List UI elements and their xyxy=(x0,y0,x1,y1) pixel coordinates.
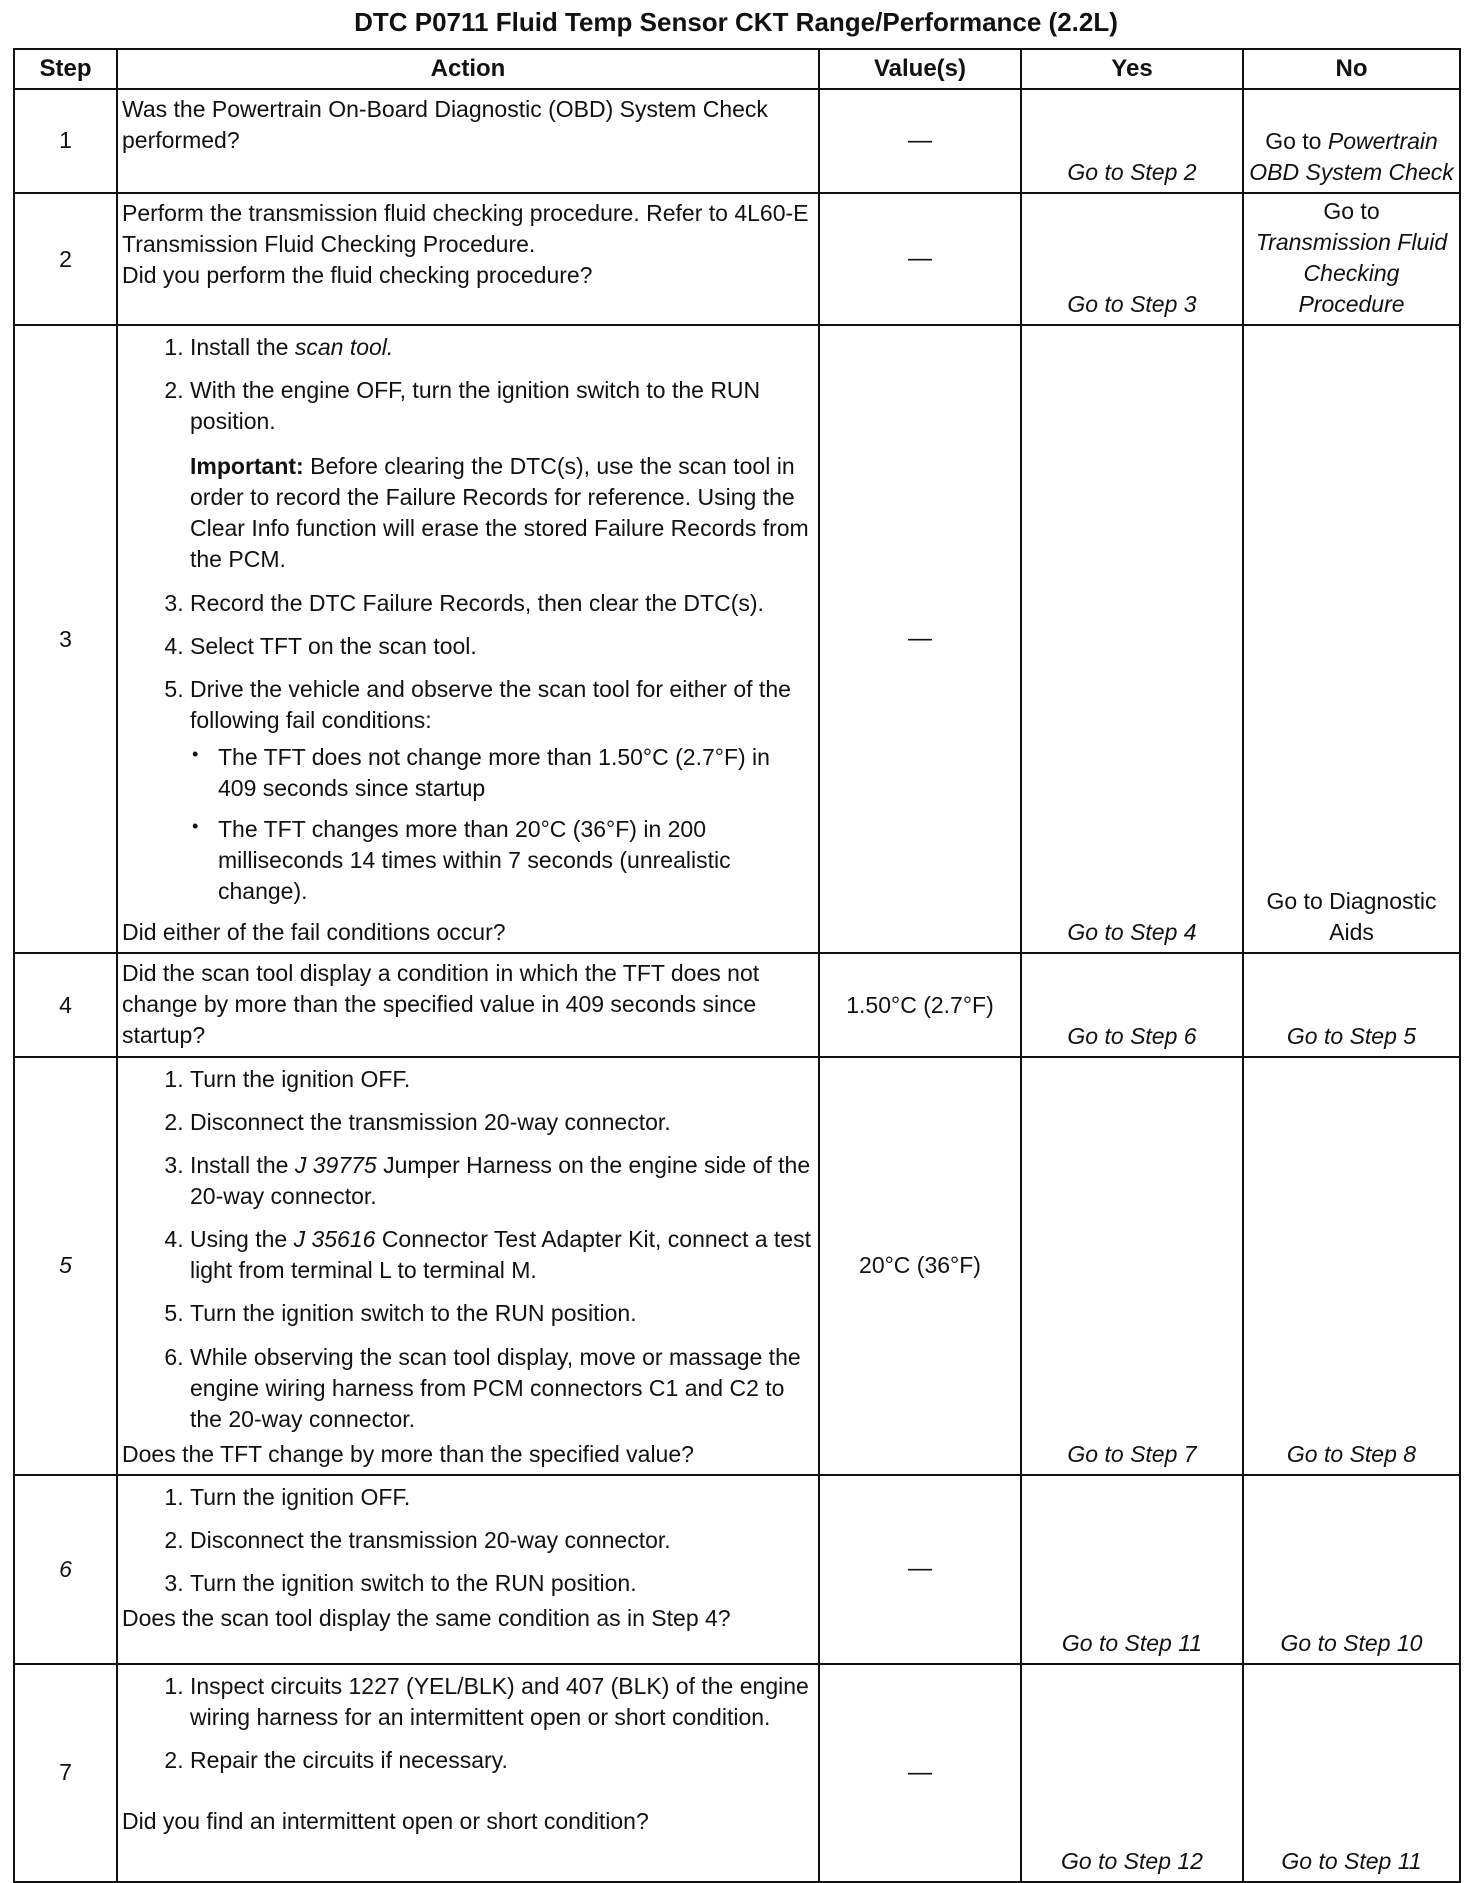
procedure-step: 1. Turn the ignition OFF. xyxy=(190,1064,814,1095)
yes-cell: Go to Step 3 xyxy=(1021,193,1243,325)
yes-cell: Go to Step 6 xyxy=(1021,953,1243,1057)
step-text: Select TFT on the scan tool. xyxy=(190,632,477,659)
action-cell xyxy=(117,1664,819,1882)
step-text: With the engine OFF, turn the ignition switch to the RUN position. xyxy=(190,377,761,435)
header-step: Step xyxy=(14,49,117,89)
value-cell: — xyxy=(819,193,1021,325)
step-number: 5 xyxy=(14,1057,117,1475)
yes-cell: Go to Step 2 xyxy=(1021,89,1243,193)
procedure-list xyxy=(122,1482,814,1599)
action-cell xyxy=(117,953,819,1057)
no-reference: Transmission Fluid Checking Procedure xyxy=(1255,229,1448,318)
no-reference: Powertrain OBD System Check xyxy=(1249,127,1454,185)
no-prefix: Go to xyxy=(1323,198,1380,224)
important-note xyxy=(190,451,814,575)
step-number: 2 xyxy=(14,193,117,325)
header-no: No xyxy=(1243,49,1460,89)
value-cell: — xyxy=(819,1664,1021,1882)
action-question: Did you find an intermittent open or short condition? xyxy=(122,1807,649,1834)
action-cell xyxy=(117,1057,819,1475)
no-cell: Go to Step 8 xyxy=(1243,1057,1460,1475)
value-cell: 20°C (36°F) xyxy=(819,1057,1021,1475)
no-cell xyxy=(1243,89,1460,193)
action-question: Does the TFT change by more than the specified value? xyxy=(122,1440,694,1467)
procedure-step: 5. Turn the ignition switch to the RUN position. xyxy=(190,1298,814,1329)
action-question: Did the scan tool display a condition in which the TFT does not change by more than the specified value in 409 seconds since startup? xyxy=(122,960,760,1049)
step-number: 7 xyxy=(14,1664,117,1882)
action-question: Did you perform the fluid checking procedure? xyxy=(122,262,593,289)
procedure-step xyxy=(190,1224,814,1286)
step-text: Drive the vehicle and observe the scan tool for either of the following fail conditions: xyxy=(190,675,791,733)
no-cell: Go to Diagnostic Aids xyxy=(1243,325,1460,953)
procedure-list xyxy=(122,332,814,907)
important-text: Before clearing the DTC(s), use the scan tool in order to record the Failure Records for reference. Using the Clear Info function will erase the stored Failure Records from the PCM. xyxy=(190,453,809,573)
no-cell: Go to Step 11 xyxy=(1243,1664,1460,1882)
action-question: Did either of the fail conditions occur? xyxy=(122,918,506,945)
header-action: Action xyxy=(117,49,819,89)
step-number: 3 xyxy=(14,325,117,953)
no-prefix: Go to xyxy=(1265,127,1322,154)
yes-cell: Go to Step 7 xyxy=(1021,1057,1243,1475)
table-row xyxy=(14,1057,1460,1475)
procedure-step xyxy=(190,375,814,575)
action-cell xyxy=(117,325,819,953)
procedure-step xyxy=(190,588,814,619)
table-row xyxy=(14,1475,1460,1664)
table-row xyxy=(14,1664,1460,1882)
condition-item: • The TFT changes more than 20°C (36°F) in 200 milliseconds 14 times within 7 seconds (unrealistic change). xyxy=(218,814,814,907)
value-cell: 1.50°C (2.7°F) xyxy=(819,953,1021,1057)
tool-name: J 39775 xyxy=(294,1152,377,1179)
procedure-step: 2. Disconnect the transmission 20-way connector. xyxy=(190,1525,814,1556)
step-text: Connector Test Adapter Kit, connect a test light from terminal L to terminal M. xyxy=(190,1226,811,1284)
step-number: 1 xyxy=(14,89,117,193)
value-cell: — xyxy=(819,89,1021,193)
procedure-step: 6. While observing the scan tool display, move or massage the engine wiring harness from PCM connectors C1 and C2 to the 20-way connector. xyxy=(190,1342,814,1435)
yes-cell: Go to Step 12 xyxy=(1021,1664,1243,1882)
tool-name: J 35616 xyxy=(293,1226,376,1253)
procedure-step xyxy=(190,1150,814,1212)
step-number: 4 xyxy=(14,953,117,1057)
no-cell: Go to Step 5 xyxy=(1243,953,1460,1057)
value-cell: — xyxy=(819,1475,1021,1664)
no-cell xyxy=(1243,193,1460,325)
action-cell xyxy=(117,1475,819,1664)
no-cell: Go to Step 10 xyxy=(1243,1475,1460,1664)
value-cell: — xyxy=(819,325,1021,953)
diagnostic-table xyxy=(13,48,1461,1883)
header-yes: Yes xyxy=(1021,49,1243,89)
header-values: Value(s) xyxy=(819,49,1021,89)
step-number: 6 xyxy=(14,1475,117,1664)
table-row xyxy=(14,193,1460,325)
procedure-step: 1. Turn the ignition OFF. xyxy=(190,1482,814,1513)
procedure-step: 2. Disconnect the transmission 20-way connector. xyxy=(190,1107,814,1138)
condition-item: • The TFT does not change more than 1.50°C (2.7°F) in 409 seconds since startup xyxy=(218,742,814,804)
action-question: Does the scan tool display the same condition as in Step 4? xyxy=(122,1604,731,1631)
yes-cell: Go to Step 11 xyxy=(1021,1475,1243,1664)
step-text: Using the xyxy=(190,1226,288,1253)
procedure-step xyxy=(190,332,814,363)
table-row xyxy=(14,89,1460,193)
step-text: Install the xyxy=(190,1152,289,1179)
procedure-step: 1. Inspect circuits 1227 (YEL/BLK) and 407 (BLK) of the engine wiring harness for an intermittent open or short condition. xyxy=(190,1671,814,1733)
procedure-step: 3. Turn the ignition switch to the RUN position. xyxy=(190,1568,814,1599)
procedure-step xyxy=(190,631,814,662)
procedure-list xyxy=(122,1064,814,1434)
step-text: Record the DTC Failure Records, then clear the DTC(s). xyxy=(190,589,764,616)
action-cell xyxy=(117,89,819,193)
yes-cell: Go to Step 4 xyxy=(1021,325,1243,953)
action-question: Was the Powertrain On-Board Diagnostic (OBD) System Check performed? xyxy=(122,96,768,154)
procedure-step: 2. Repair the circuits if necessary. xyxy=(190,1745,814,1776)
procedure-step xyxy=(190,674,814,907)
step-text: Jumper Harness on the engine side of the 20-way connector. xyxy=(190,1152,811,1210)
condition-list xyxy=(190,742,814,907)
tool-name: scan tool. xyxy=(294,334,394,361)
table-row xyxy=(14,325,1460,953)
step-text: Install the xyxy=(190,334,289,361)
important-label: Important: xyxy=(190,453,304,480)
page-title: DTC P0711 Fluid Temp Sensor CKT Range/Performance (2.2L) xyxy=(354,7,1118,37)
table-row xyxy=(14,953,1460,1057)
procedure-list xyxy=(122,1671,814,1776)
action-text: Perform the transmission fluid checking procedure. Refer to 4L60-E Transmission Fluid Checking Procedure. xyxy=(122,200,809,258)
action-cell xyxy=(117,193,819,325)
header-row xyxy=(14,49,1460,89)
